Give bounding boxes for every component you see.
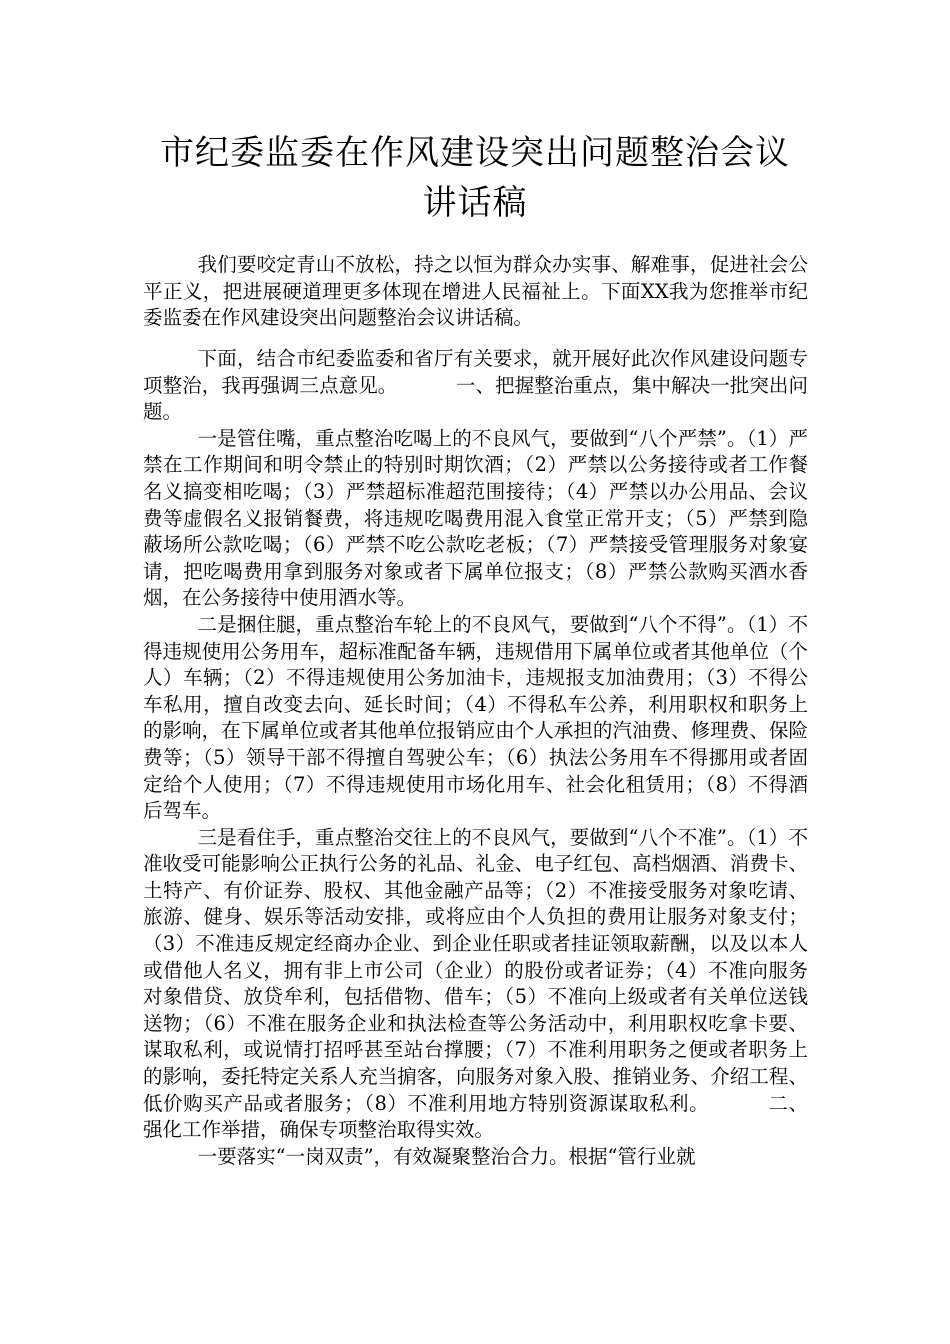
title-line-1: 市纪委监委在作风建设突出问题整治会议 — [160, 133, 790, 173]
eight-not-allowed-text: 三是看住手，重点整治交往上的不良风气，要做到“八个不准”。（1）不准收受可能影响公正执行公务的礼品、礼金、电子红包、高档烟酒、消费卡、土特产、有价证券、股权、其他金融产品等；（2）不准接受服务对象吃请、旅游、健身、娱乐等活动安排，或将应由个人负担的费用让服务对象支付；（3）不准违反规定经商办企业、到企业任职或者挂证领取薪酬，以及以本人或借他人名义，拥有非上市公司（企业）的股份或者证券；（4）不准向服务对象借贷、放贷牟利，包括借物、借车；（5）不准向上级或者有关单位送钱送物；（6）不准在服务企业和执法检查等公务活动中，利用职权吃拿卡要、谋取私利，或说情打招呼甚至站台撑腰；（7）不准利用职务之便或者职务上的影响，委托特定关系人充当掮客，向服务对象入股、推销业务、介绍工程、低价购买产品或者服务；（8）不准利用地方特别资源谋取私利。 — [143, 825, 808, 1115]
section-heading-1: 一、把握整治重点，集中解决一批突出问题。 — [143, 373, 808, 424]
opening-sentence: 下面，结合市纪委监委和省厅有关要求，就开展好此次作风建设问题专项整治，我再强调三点意见。 — [143, 347, 808, 397]
title-line-2: 讲话稿 — [422, 183, 528, 223]
paragraph-eight-prohibitions: 一是管住嘴，重点整治吃喝上的不良风气，要做到“八个严禁”。（1）严禁在工作期间和明令禁止的特别时期饮酒；（2）严禁以公务接待或者工作餐名义搞变相吃喝；（3）严禁超标准超范围接待；（4）严禁以办公用品、会议费等虚假名义报销餐费，将违规吃喝费用混入食堂正常开支；（5）严禁到隐蔽场所公款吃喝；（6）严禁不吃公款吃老板；（7）严禁接受管理服务对象宴请，把吃喝费用拿到服务对象或者下属单位报支；（8）严禁公款购买酒水香烟，在公务接待中使用酒水等。 — [143, 426, 808, 610]
paragraph-eight-not-allowed — [143, 825, 808, 1144]
speech-body — [143, 346, 808, 1170]
intro-block — [143, 252, 808, 332]
intro-paragraph: 我们要咬定青山不放松，持之以恒为群众办实事、解难事，促进社会公平正义，把进展硬道理更多体现在增进人民福祉上。下面XX我为您推举市纪委监委在作风建设突出问题整治会议讲话稿。 — [143, 253, 808, 330]
paragraph-eight-musts-not: 二是捆住腿，重点整治车轮上的不良风气，要做到“八个不得”。（1）不得违规使用公务用车，超标准配备车辆，违规借用下属单位或者其他单位（个人）车辆；（2）不得违规使用公务加油卡，违规报支加油费用；（3）不得公车私用，擅自改变去向、延长时间；（4）不得私车公养，利用职权和职务上的影响，在下属单位或者其他单位报销应由个人承担的汽油费、修理费、保险费等；（5）领导干部不得擅自驾驶公车；（6）执法公务用车不得挪用或者固定给个人使用；（7）不得违规使用市场化用车、社会化租赁用；（8）不得酒后驾车。 — [143, 612, 808, 823]
document-title — [120, 128, 830, 228]
paragraph-responsibility: 一要落实“一岗双责”，有效凝聚整治合力。根据“管行业就 — [197, 1144, 696, 1168]
section-heading-2: 二、强化工作举措，确保专项整治取得实效。 — [143, 1091, 808, 1142]
paragraph-opening — [143, 346, 808, 426]
